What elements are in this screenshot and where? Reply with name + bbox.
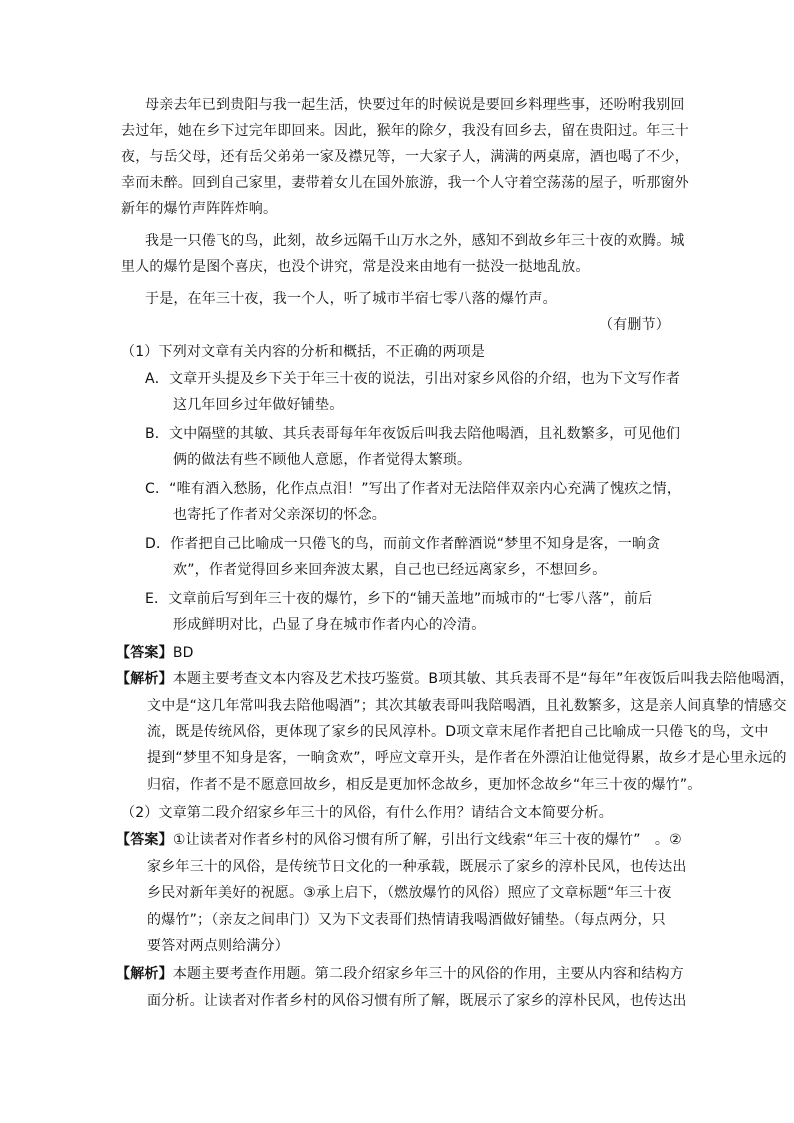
passage-line: 里人的爆竹是图个喜庆，也没个讲究，常是没来由地有一挞没一挞地乱放。 <box>121 259 590 275</box>
answer-line: ①让读者对作者乡村的风俗习惯有所了解，引出行文线索“年三十夜的爆竹” 。② <box>172 832 682 848</box>
option-d-line: 欢”，作者觉得回乡来回奔波太累，自己也已经远离家乡，不想回乡。 <box>173 562 607 578</box>
answer-label: 【答案】 <box>116 645 173 661</box>
option-b-line: B．文中隔壁的其敏、其兵表哥每年年夜饭后叫我去陪他喝酒，且礼数繁多，可见他们 <box>145 426 681 442</box>
answer-line: 的爆竹”；（亲友之间串门）又为下文表哥们热情请我喝酒做好铺垫。（每点两分，只 <box>147 912 666 928</box>
passage-line: 于是，在年三十夜，我一个人，听了城市半宿七零八落的爆竹声。 <box>145 291 557 307</box>
answer-line: 家乡年三十的风俗，是传统节日文化的一种承载，既展示了家乡的淳朴民风，也传达出 <box>147 859 687 875</box>
analysis-label: 【解析】 <box>116 966 173 982</box>
analysis-row <box>116 965 684 983</box>
analysis-line: 文中是“这几年常叫我去陪他喝酒”；其次其敏表哥叫我陪喝酒，且礼数繁多，这是亲人间真挚的情感交 <box>147 698 787 714</box>
option-c-line: C．“唯有酒入愁肠，化作点点泪！”写出了作者对无法陪伴双亲内心充满了愧疚之情， <box>145 481 682 497</box>
analysis-line: 归宿，作者不是不愿意回故乡，相反是更加怀念故乡，更加怀念故乡“年三十夜的爆竹”。 <box>147 777 702 793</box>
analysis-line: 面分析。让读者对作者乡村的风俗习惯有所了解，既展示了家乡的淳朴民风，也传达出 <box>147 993 687 1009</box>
question-1-stem: （1）下列对文章有关内容的分析和概括，不正确的两项是 <box>121 344 486 360</box>
passage-line: 新年的爆竹声阵阵炸响。 <box>121 201 278 217</box>
abridged-note: （有删节） <box>599 317 670 333</box>
option-d-line: D．作者把自己比喻成一只倦飞的鸟，而前文作者醉酒说“梦里不知身是客，一晌贪 <box>145 536 661 552</box>
passage-line: 我是一只倦飞的鸟，此刻，故乡远隔千山万水之外，感知不到故乡年三十夜的欢腾。城 <box>145 233 685 249</box>
analysis-line: 流，既是传统风俗，更体现了家乡的民风淳朴。D项文章末尾作者把自己比喻成一只倦飞的鸟，文中 <box>147 724 769 740</box>
option-c-line: 也寄托了作者对父亲深切的怀念。 <box>173 507 386 523</box>
passage-line: 去过年，她在乡下过完年即回来。因此，猴年的除夕，我没有回乡去，留在贵阳过。年三十 <box>121 123 689 139</box>
analysis-label: 【解析】 <box>116 671 173 687</box>
analysis-line: 本题主要考查文本内容及艺术技巧鉴赏。B项其敏、其兵表哥不是“每年”年夜饭后叫我去陪他喝酒， <box>172 671 794 687</box>
option-a-line: A．文章开头提及乡下关于年三十夜的说法，引出对家乡风俗的介绍，也为下文写作者 <box>145 371 681 387</box>
answer-line: 要答对两点则给满分） <box>147 938 289 954</box>
option-b-line: 俩的做法有些不顾他人意愿，作者觉得太繁琐。 <box>173 452 472 468</box>
analysis-line: 本题主要考查作用题。第二段介绍家乡年三十的风俗的作用，主要从内容和结构方 <box>172 966 685 982</box>
passage-line: 母亲去年已到贵阳与我一起生活，快要过年的时候说是要回乡料理些事，还吩咐我别回 <box>145 97 685 113</box>
answer-value: BD <box>172 645 194 661</box>
answer-line: 乡民对新年美好的祝愿。③承上启下，（燃放爆竹的风俗）照应了文章标题“年三十夜 <box>147 885 672 901</box>
question-2-stem: （2）文章第二段介绍家乡年三十的风俗，有什么作用？请结合文本简要分析。 <box>121 805 613 821</box>
option-a-line: 这几年回乡过年做好铺垫。 <box>173 397 344 413</box>
option-e-line: 形成鲜明对比，凸显了身在城市作者内心的冷清。 <box>173 617 486 633</box>
passage-line: 夜，与岳父母，还有岳父弟弟一家及襟兄等，一大家子人，满满的两桌席，酒也喝了不少， <box>121 149 689 165</box>
analysis-row <box>116 670 794 688</box>
analysis-line: 提到“梦里不知身是客，一晌贪欢”，呼应文章开头，是作者在外漂泊让他觉得累，故乡才是心里永远的 <box>147 750 787 766</box>
answer-row <box>116 831 682 849</box>
passage-line: 幸而未醉。回到自己家里，妻带着女儿在国外旅游，我一个人守着空荡荡的屋子，听那窗外 <box>121 175 689 191</box>
option-e-line: E．文章前后写到年三十夜的爆竹，乡下的“铺天盖地”而城市的“七零八落”，前后 <box>145 591 653 607</box>
answer-row <box>116 644 194 662</box>
answer-label: 【答案】 <box>116 832 173 848</box>
